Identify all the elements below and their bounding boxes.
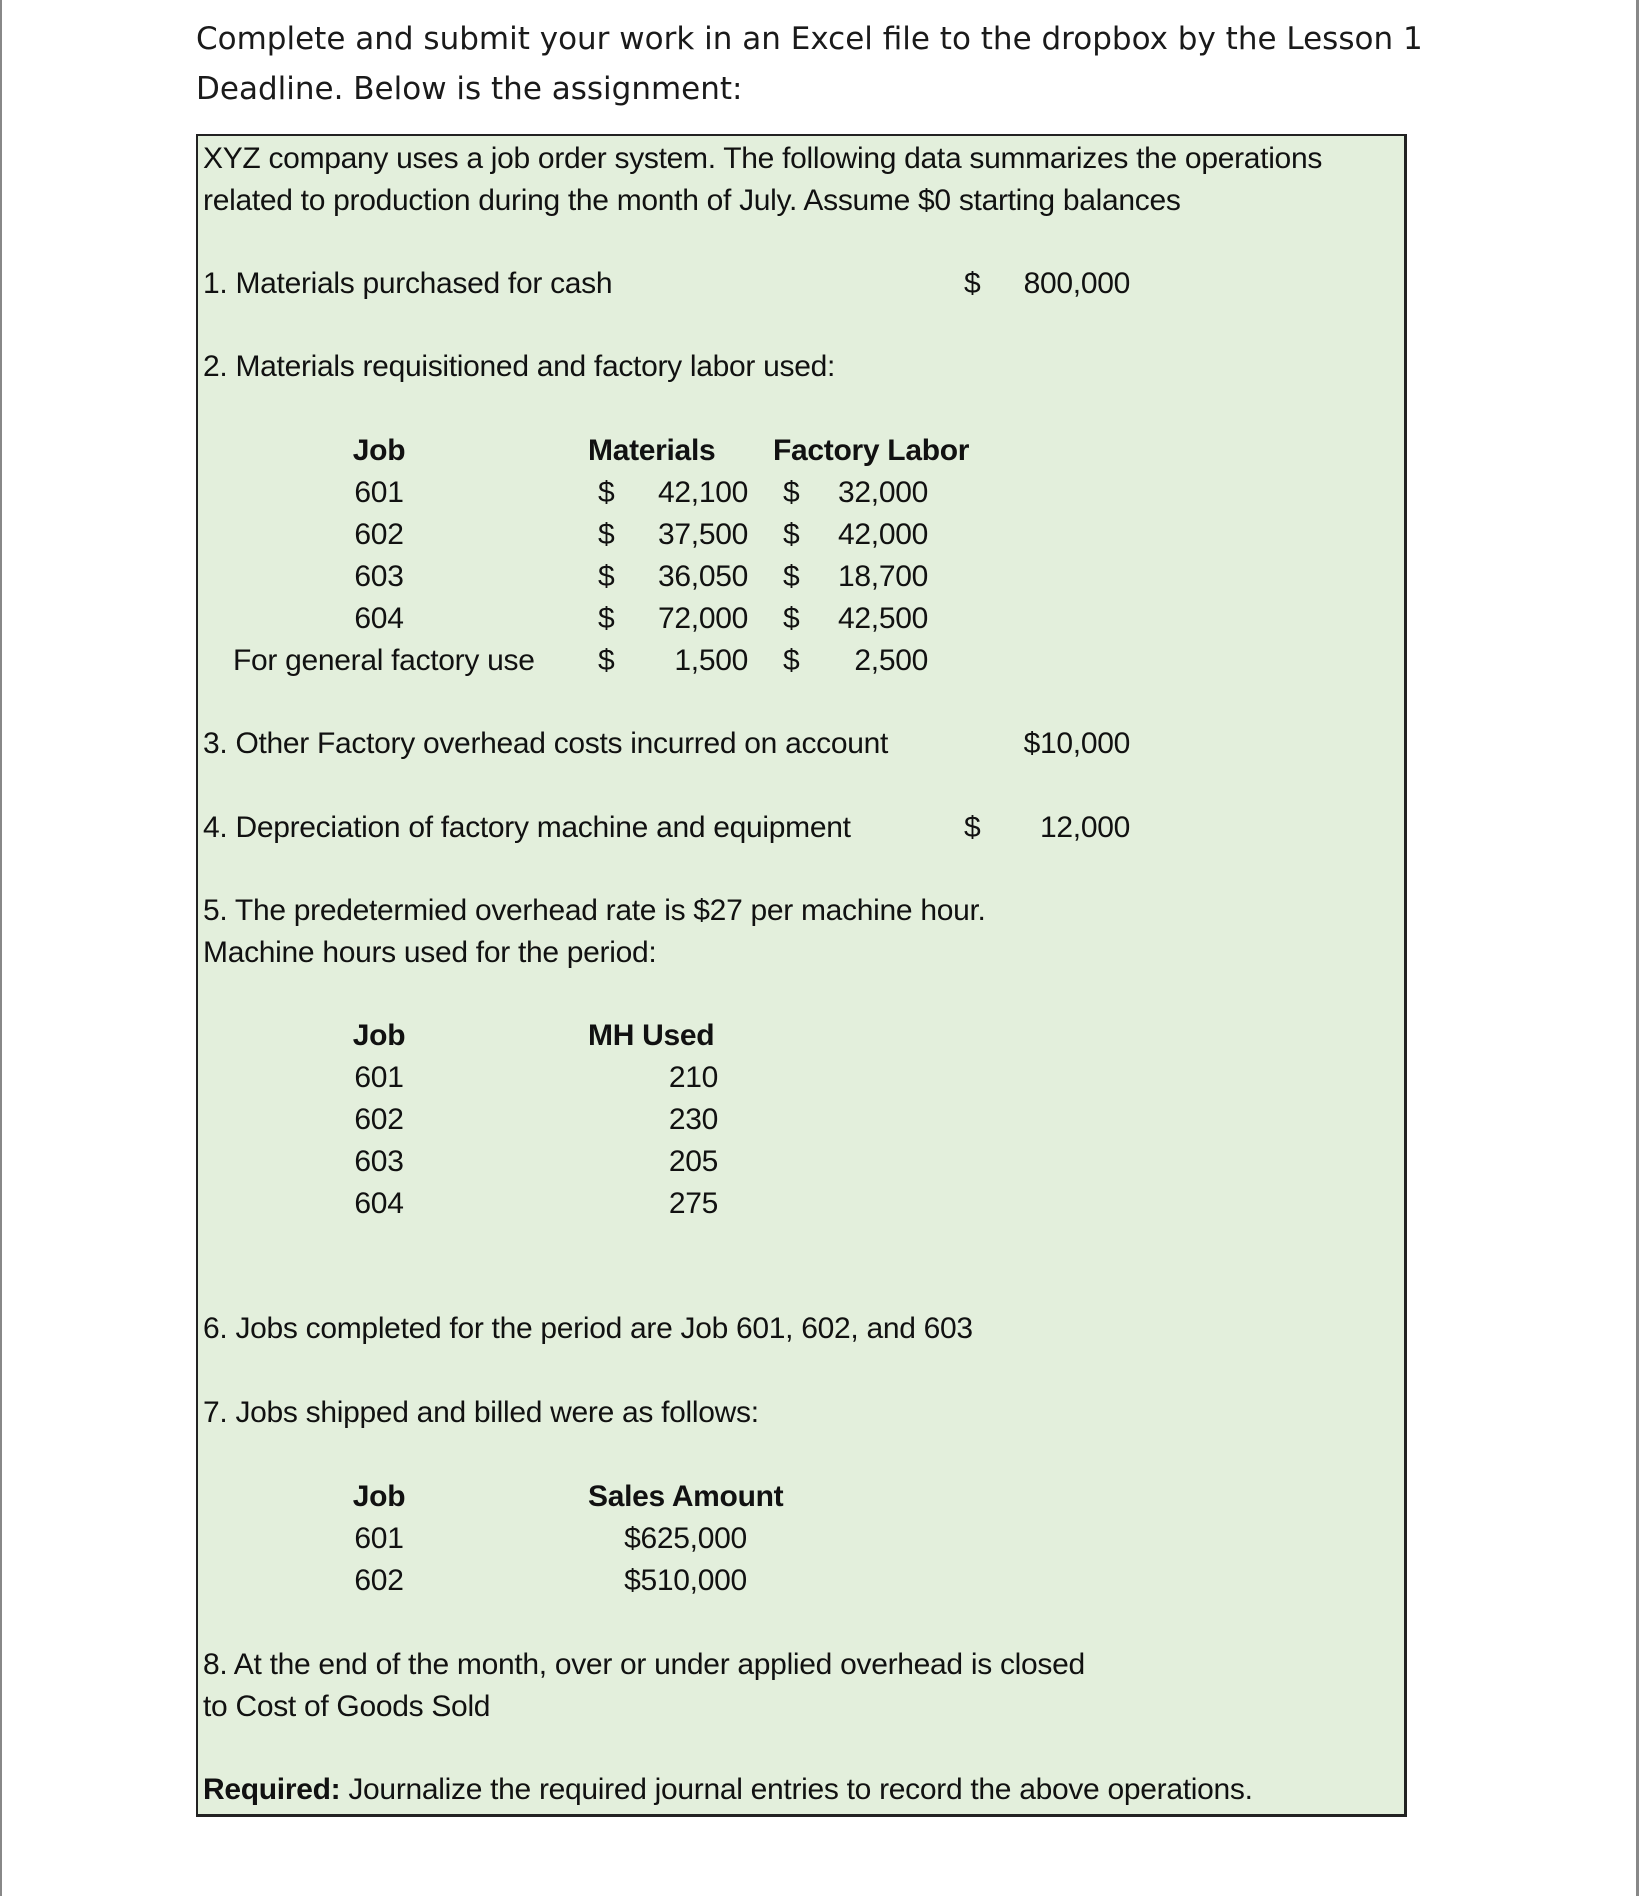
- item4-currency: $: [964, 811, 981, 844]
- item2-row-mat-currency: $: [598, 518, 615, 551]
- item8-line-2: to Cost of Goods Sold: [203, 1690, 491, 1723]
- header-line-2: related to production during the month of July. Assume $0 starting balances: [203, 184, 1181, 217]
- item2-col-job: Job: [352, 434, 406, 467]
- item2-row-labor: 32,000: [838, 476, 928, 509]
- item7-col-sales: Sales Amount: [588, 1480, 784, 1513]
- item2-row-general-label: For general factory use: [233, 644, 535, 677]
- item5-row-mh: 205: [668, 1145, 718, 1178]
- item2-row-lab-currency: $: [783, 644, 800, 677]
- item5-row-mh: 210: [668, 1061, 718, 1094]
- item7-row-sales: $510,000: [624, 1564, 747, 1597]
- item4-label: 4. Depreciation of factory machine and equipment: [203, 811, 851, 844]
- required-label: Required:: [203, 1773, 341, 1806]
- item7-row-job: 602: [354, 1564, 404, 1597]
- item2-row-labor: 42,500: [838, 602, 928, 635]
- item2-row-job: 603: [354, 560, 404, 593]
- item2-row-job: 602: [354, 518, 404, 551]
- item2-row-mat-currency: $: [598, 560, 615, 593]
- header-line-1: XYZ company uses a job order system. The following data summarizes the operations: [203, 142, 1323, 175]
- item5-row-mh: 230: [668, 1103, 718, 1136]
- item5-row-job: 602: [354, 1103, 404, 1136]
- item2-row-mat-currency: $: [598, 602, 615, 635]
- item2-row-materials: 72,000: [658, 602, 748, 635]
- required-line: [203, 1769, 1253, 1811]
- item7-row-sales: $625,000: [624, 1522, 747, 1555]
- item5-col-job: Job: [352, 1019, 406, 1052]
- item4-amount: 12,000: [1040, 811, 1130, 844]
- item5-row-job: 604: [354, 1187, 404, 1220]
- item2-row-materials: 42,100: [658, 476, 748, 509]
- item2-row-labor: 42,000: [838, 518, 928, 551]
- required-text: Journalize the required journal entries to record the above operations.: [340, 1773, 1253, 1806]
- item6-label: 6. Jobs completed for the period are Job 601, 602, and 603: [203, 1312, 973, 1345]
- item2-row-materials: 1,500: [674, 644, 748, 677]
- item1-currency: $: [964, 267, 981, 300]
- item1-amount: 800,000: [1023, 267, 1130, 300]
- item2-row-labor: 2,500: [854, 644, 928, 677]
- item5-line-2: Machine hours used for the period:: [203, 936, 657, 969]
- item2-label: 2. Materials requisitioned and factory labor used:: [203, 350, 836, 383]
- assignment-box: [196, 134, 1407, 1817]
- item2-row-materials: 37,500: [658, 518, 748, 551]
- item7-row-job: 601: [354, 1522, 404, 1555]
- item2-row-lab-currency: $: [783, 476, 800, 509]
- item2-col-materials: Materials: [588, 434, 716, 467]
- item1-label: 1. Materials purchased for cash: [203, 267, 613, 300]
- item2-row-job: 601: [354, 476, 404, 509]
- intro-paragraph: [196, 14, 1456, 114]
- page-edge-left: [0, 0, 2, 1896]
- item3-amount: $10,000: [1023, 727, 1130, 760]
- item5-row-job: 601: [354, 1061, 404, 1094]
- intro-line-2: Deadline. Below is the assignment:: [196, 71, 743, 107]
- item7-label: 7. Jobs shipped and billed were as follows:: [203, 1396, 759, 1429]
- item3-label: 3. Other Factory overhead costs incurred on account: [203, 727, 889, 760]
- item2-row-mat-currency: $: [598, 644, 615, 677]
- item7-col-job: Job: [352, 1480, 406, 1513]
- item2-row-mat-currency: $: [598, 476, 615, 509]
- item5-line-1: 5. The predetermied overhead rate is $27 per machine hour.: [203, 894, 986, 927]
- item2-col-labor: Factory Labor: [773, 434, 970, 467]
- item2-row-materials: 36,050: [658, 560, 748, 593]
- item2-row-lab-currency: $: [783, 602, 800, 635]
- item8-line-1: 8. At the end of the month, over or under applied overhead is closed: [203, 1648, 1085, 1681]
- item2-row-lab-currency: $: [783, 560, 800, 593]
- item5-row-mh: 275: [668, 1187, 718, 1220]
- item2-row-job: 604: [354, 602, 404, 635]
- item2-row-labor: 18,700: [838, 560, 928, 593]
- intro-line-1: Complete and submit your work in an Excel file to the dropbox by the Lesson 1: [196, 21, 1423, 57]
- item2-row-lab-currency: $: [783, 518, 800, 551]
- item5-row-job: 603: [354, 1145, 404, 1178]
- item5-col-mh: MH Used: [588, 1019, 715, 1052]
